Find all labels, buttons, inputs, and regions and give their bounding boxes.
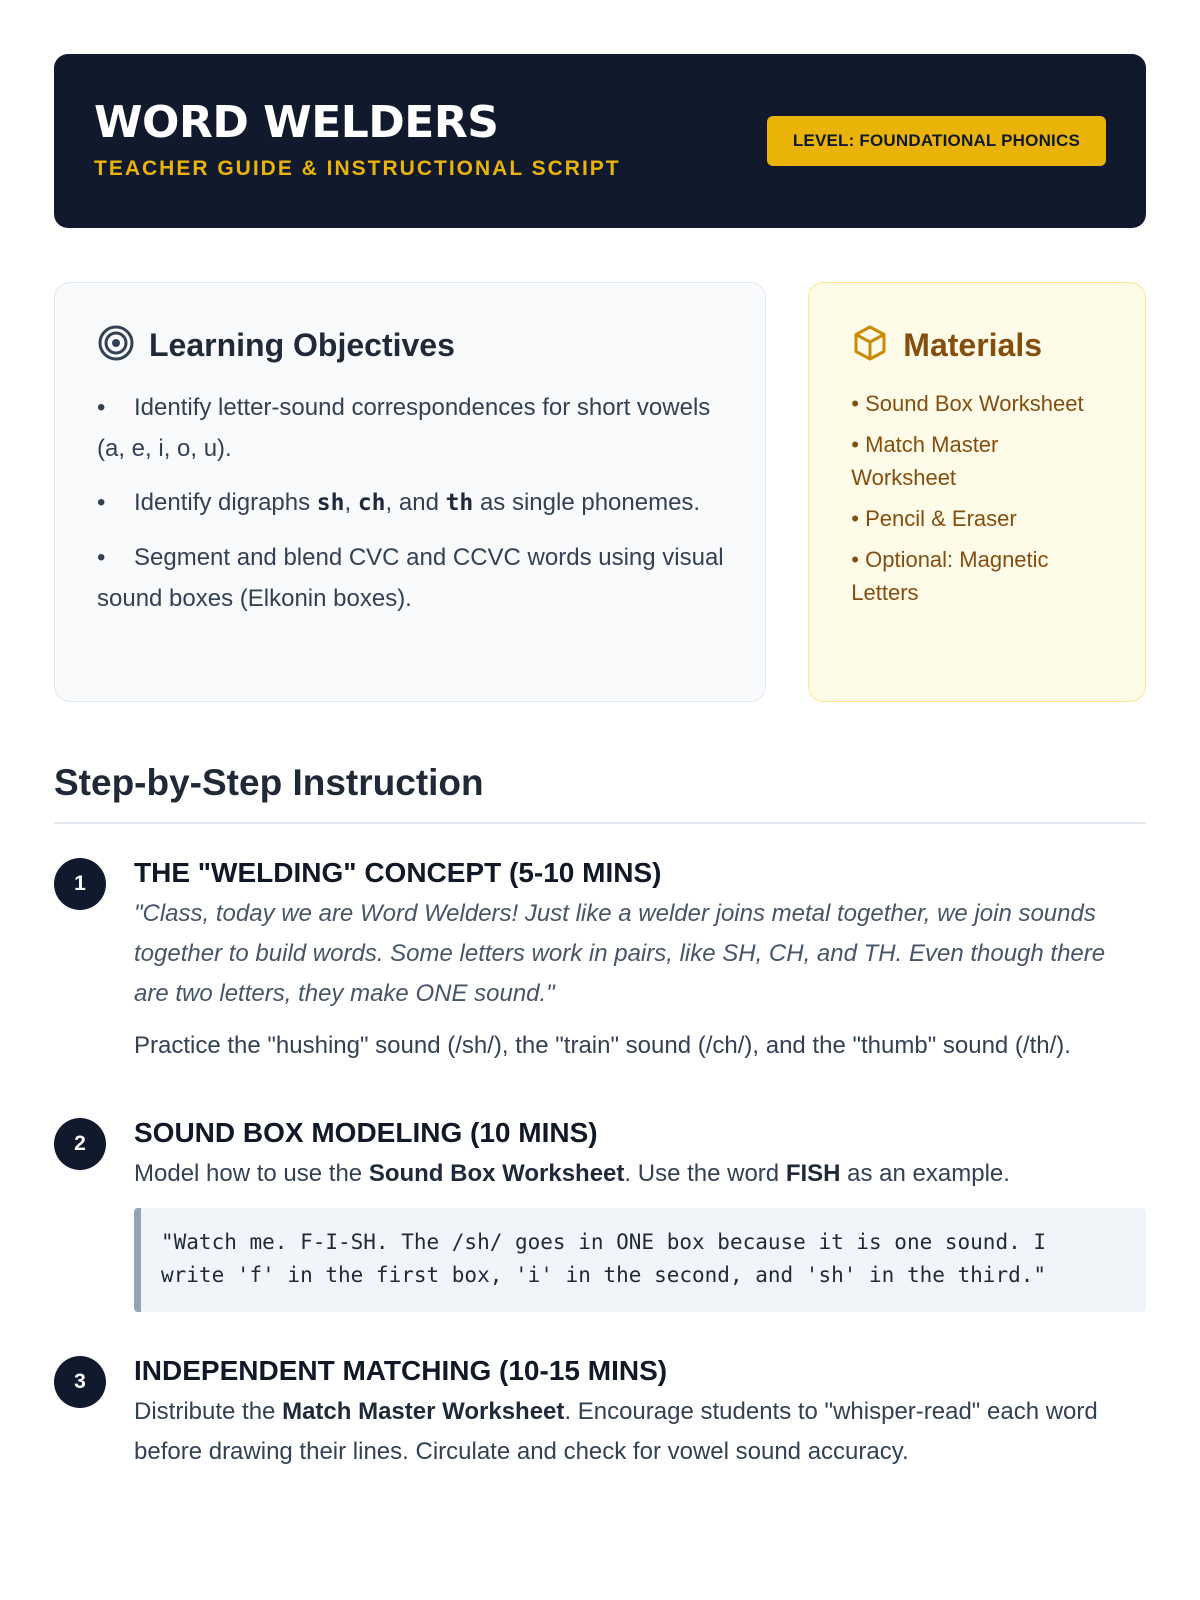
instruction-step-1 xyxy=(54,852,1146,1066)
digraph-th: th xyxy=(445,490,474,516)
objectives-title: Learning Objectives xyxy=(149,326,455,363)
instruction-step-2 xyxy=(54,1112,1146,1312)
material-item: • Optional: Magnetic Letters xyxy=(851,547,1049,605)
material-item: • Pencil & Eraser xyxy=(851,506,1017,531)
instruction-section-title: Step-by-Step Instruction xyxy=(54,762,1146,824)
instruction-step-3 xyxy=(54,1350,1146,1472)
digraph-ch: ch xyxy=(357,490,386,516)
box-icon xyxy=(851,324,889,367)
step-number-badge: 1 xyxy=(54,858,106,910)
materials-title: Materials xyxy=(903,326,1043,363)
digraph-sh: sh xyxy=(316,490,345,516)
page-header xyxy=(54,54,1146,228)
step-title: THE "WELDING" CONCEPT (5-10 MINS) xyxy=(134,857,662,888)
material-item: • Match Master Worksheet xyxy=(851,432,999,490)
modeling-script-box: "Watch me. F-I-SH. The /sh/ goes in ONE box because it is one sound. I write 'f' in the first box, 'i' in the second, and 'sh' in the third." xyxy=(134,1208,1146,1312)
step-number-badge: 3 xyxy=(54,1356,106,1408)
overview-cards xyxy=(54,282,1146,702)
learning-objectives-card xyxy=(54,282,766,702)
objective-item: • Segment and blend CVC and CCVC words using visual sound boxes (Elkonin boxes). xyxy=(97,544,724,612)
objective-item: • Identify digraphs sh, ch, and th as single phonemes. xyxy=(97,489,701,516)
step-number-badge: 2 xyxy=(54,1118,106,1170)
step-body: Distribute the Match Master Worksheet. Encourage students to "whisper-read" each word before drawing their lines. Circulate and check for vowel sound accuracy. xyxy=(134,1398,1098,1465)
step-title: SOUND BOX MODELING (10 MINS) xyxy=(134,1117,598,1148)
step-body: Model how to use the Sound Box Worksheet. Use the word FISH as an example. xyxy=(134,1160,1010,1187)
level-badge: LEVEL: FOUNDATIONAL PHONICS xyxy=(767,116,1106,166)
objective-item: • Identify letter-sound correspondences for short vowels (a, e, i, o, u). xyxy=(97,394,711,462)
page-subtitle: TEACHER GUIDE & INSTRUCTIONAL SCRIPT xyxy=(94,157,621,180)
step-body: Practice the "hushing" sound (/sh/), the "train" sound (/ch/), and the "thumb" sound (/th/). xyxy=(134,1032,1071,1059)
objectives-header xyxy=(97,323,725,367)
materials-card xyxy=(808,282,1146,702)
materials-list xyxy=(851,387,1105,609)
step-title: INDEPENDENT MATCHING (10-15 MINS) xyxy=(134,1355,668,1386)
material-item: • Sound Box Worksheet xyxy=(851,391,1084,416)
brand-block xyxy=(94,97,621,181)
target-icon xyxy=(97,324,135,367)
teacher-script-quote: "Class, today we are Word Welders! Just like a welder joins metal together, we join sounds together to build words. Some letters work in pairs, like SH, CH, and TH. Even though there are two letters, they make ONE sound." xyxy=(134,900,1106,1007)
objectives-list xyxy=(97,387,725,619)
materials-header xyxy=(851,323,1105,367)
page-title: WORD WELDERS xyxy=(94,97,499,148)
